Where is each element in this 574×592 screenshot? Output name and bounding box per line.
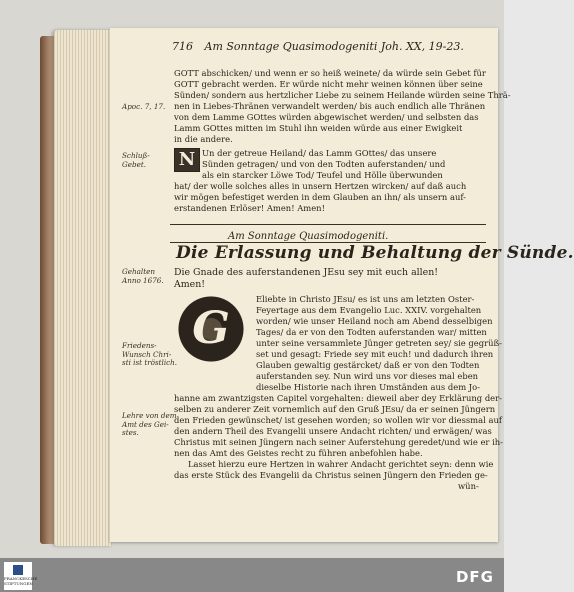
text-line: in die andere. xyxy=(174,134,233,144)
logo-caption: FRANCKESCHE STIFTUNGEN xyxy=(4,576,38,586)
text-line: Tages/ da er von den Todten auferstanden war/ mitten xyxy=(256,327,487,337)
text-line: wir mögen befestiget werden in dem Glauben an ihn/ als unsern auf- xyxy=(174,192,466,202)
page-edges xyxy=(54,30,112,546)
margin-note-lehre xyxy=(122,412,177,438)
text-line: das erste Stück des Evangelii da Christus seinen Jüngern den Frieden ge- xyxy=(174,470,488,480)
text-line: dieselbe Historie nach ihren Umständen aus dem Jo- xyxy=(256,382,481,392)
catchword: wün- xyxy=(458,481,479,491)
text-line: Sünden/ sondern aus hertzlicher Liebe zu seinem Heilande würden seine Thrä- xyxy=(174,90,511,100)
text-line: Sünden getragen/ und von den Todten auferstanden/ und xyxy=(202,159,446,169)
running-title: Am Sonntage Quasimodogeniti Joh. XX, 19-23. xyxy=(204,40,464,53)
text-line: Un der getreue Heiland/ das Lamm GOttes/ das unsere xyxy=(202,148,437,158)
margin-line: sti ist tröstlich. xyxy=(122,358,178,367)
text-line: Lamm GOttes mitten im Stuhl ihn weiden würde aus einer Ewigkeit xyxy=(174,123,463,133)
margin-line: Gebet. xyxy=(122,159,147,169)
text-line: von dem Lamme GOttes würden abgewischet werden/ und selbsten das xyxy=(174,112,479,122)
viewer-footer-bar xyxy=(0,558,504,592)
text-line: set und gesagt: Friede sey mit euch! und dadurch ihren xyxy=(256,349,494,359)
franckesche-stiftungen-logo xyxy=(4,562,38,590)
text-line: hat/ der wolle solches alles in unsern Hertzen wircken/ auf daß auch xyxy=(174,181,467,191)
text-line: den andern Theil des Evangelii unsere Andacht richten/ und erwägen/ was xyxy=(174,426,492,436)
prayer-initial: N xyxy=(174,148,200,172)
margin-note-friedens xyxy=(122,342,177,368)
text-line: worden/ wie unser Heiland noch am Abend desselbigen xyxy=(256,316,493,326)
margin-line: Schluß- xyxy=(122,151,150,160)
margin-line: Amt des Gei- xyxy=(122,419,169,429)
margin-note-schluss xyxy=(122,152,150,169)
text-line: hanne am zwantzigsten Capitel vorgehalten: dieweil aber dey Erklärung der- xyxy=(174,393,502,403)
text-line: den Frieden gewünschet/ ist gesehen worden; so wollen wir vor diessmal auf xyxy=(174,415,502,425)
text-line: unter seine versammlete Jünger getreten sey/ sie gegrüß- xyxy=(256,338,502,348)
text-line: Die Gnade des auferstandenen JEsu sey mit euch allen! xyxy=(174,267,439,278)
text-line: erstandenen Erlöser! Amen! Amen! xyxy=(174,203,325,213)
decorated-initial: G xyxy=(172,292,250,366)
margin-line: Anno 1676. xyxy=(122,275,164,285)
section-divider xyxy=(170,224,486,225)
margin-line: Friedens- xyxy=(122,341,157,350)
text-line: Eliebte in Christo JEsu/ es ist uns am letzten Oster- xyxy=(256,294,475,304)
margin-line: Lehre von dem xyxy=(122,411,177,420)
dfg-logo: DFG xyxy=(455,568,494,586)
page-number: 716 xyxy=(172,40,193,53)
running-header xyxy=(172,40,492,53)
text-line: nen in Liebes-Thränen verwandelt werden/ bis auch endlich alle Thränen xyxy=(174,101,486,111)
margin-line: Wunsch Chri- xyxy=(122,349,172,359)
text-line: als ein starcker Löwe Tod/ Teufel und Hölle überwunden xyxy=(202,170,443,180)
book-page xyxy=(110,28,574,542)
foundation-emblem-icon xyxy=(13,565,23,575)
text-line: GOTT gebracht werden. Er würde nicht mehr weinen können über seine xyxy=(174,79,483,89)
text-line: selben zu anderer Zeit vornemlich auf den Gruß JEsu/ da er seinen Jüngern xyxy=(174,404,496,414)
text-line: GOTT abschicken/ und wenn er so heiß weinete/ da würde sein Gebet für xyxy=(174,68,486,78)
sermon-title: Die Erlassung und Behaltung der Sünde. xyxy=(176,243,574,263)
text-line: auferstanden sey. Nun wird uns vor dieses mal eben xyxy=(256,371,479,381)
margin-note-gehalten xyxy=(122,268,164,285)
margin-line: stes. xyxy=(122,428,139,437)
margin-note-apoc: Apoc. 7, 17. xyxy=(122,102,166,111)
section-title: Am Sonntage Quasimodogeniti. xyxy=(228,231,389,242)
text-line: nen das Amt des Geistes recht zu führen anbefohlen habe. xyxy=(174,448,423,458)
margin-line: Gehalten xyxy=(122,267,155,276)
text-line: Lasset hierzu eure Hertzen in wahrer Andacht gerichtet seyn: denn wie xyxy=(188,459,494,469)
text-line: Feyertage aus dem Evangelio Luc. XXIV. vorgehalten xyxy=(256,305,482,315)
text-line: Glauben gewaltig gestärcket/ daß er von den Todten xyxy=(256,360,480,370)
text-line: Christus mit seinen Jüngern nach seiner Auferstehung geredet/und wie er ih- xyxy=(174,437,504,447)
text-line: Amen! xyxy=(174,279,206,290)
